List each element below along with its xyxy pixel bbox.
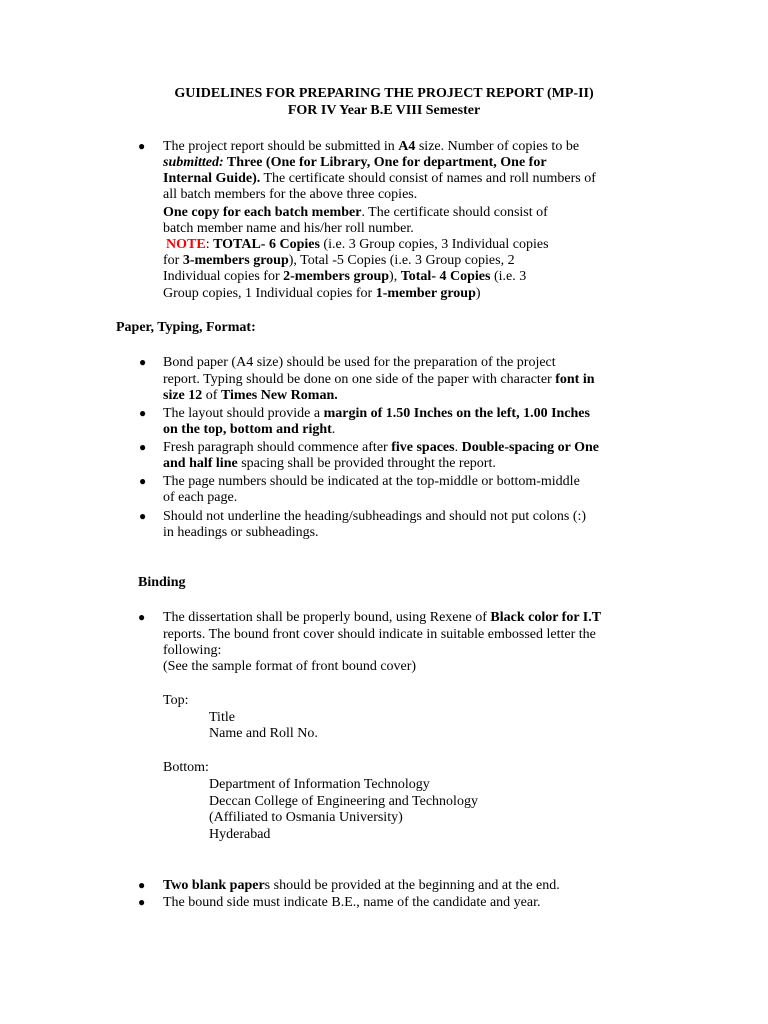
bullet-icon: ●	[139, 474, 147, 488]
submission-line: One copy for each batch member. The certificate should consist of	[163, 205, 548, 220]
submission-note-line: NOTE: TOTAL- 6 Copies (i.e. 3 Group copies, 3 Individual copies	[166, 237, 549, 252]
bullet-icon: ●	[139, 509, 147, 523]
paper-line: size 12 of Times New Roman.	[163, 388, 338, 403]
submission-line: for 3-members group), Total -5 Copies (i.e. 3 Group copies, 2	[163, 253, 515, 268]
paper-line: on the top, bottom and right.	[163, 422, 336, 437]
cover-top-item: Name and Roll No.	[209, 726, 318, 741]
paper-line: in headings or subheadings.	[163, 525, 319, 540]
bullet-icon: ●	[138, 610, 146, 624]
binding-line: The dissertation shall be properly bound, using Rexene of Black color for I.T	[163, 610, 602, 625]
cover-bottom-item: Department of Information Technology	[209, 777, 430, 792]
document-title: GUIDELINES FOR PREPARING THE PROJECT REPORT (MP-II)	[174, 86, 594, 101]
cover-top-item: Title	[209, 710, 235, 725]
bullet-icon: ●	[138, 878, 146, 892]
section-heading-binding: Binding	[138, 575, 186, 590]
paper-line: The page numbers should be indicated at the top-middle or bottom-middle	[163, 474, 580, 489]
submission-line: Individual copies for 2-members group), Total- 4 Copies (i.e. 3	[163, 269, 527, 284]
paper-line: Fresh paragraph should commence after five spaces. Double-spacing or One	[163, 440, 600, 455]
paper-line: Bond paper (A4 size) should be used for the preparation of the project	[163, 355, 556, 370]
bullet-icon: ●	[138, 895, 146, 909]
submission-line: all batch members for the above three copies.	[163, 187, 418, 202]
cover-bottom-item: (Affiliated to Osmania University)	[209, 810, 403, 825]
submission-line: submitted: Three (One for Library, One for department, One for	[163, 155, 547, 170]
bullet-icon: ●	[138, 139, 146, 153]
note-label: NOTE	[166, 237, 206, 252]
paper-line: of each page.	[163, 490, 238, 505]
paper-line: report. Typing should be done on one side of the paper with character font in	[163, 372, 595, 387]
binding-line: reports. The bound front cover should indicate in suitable embossed letter the	[163, 627, 596, 642]
section-heading-paper: Paper, Typing, Format:	[116, 320, 256, 335]
binding-line: (See the sample format of front bound cover)	[163, 659, 417, 674]
submission-line: Group copies, 1 Individual copies for 1-member group)	[163, 286, 481, 301]
bullet-icon: ●	[139, 406, 147, 420]
paper-line: and half line spacing shall be provided throught the report.	[163, 456, 496, 471]
bullet-icon: ●	[139, 440, 147, 454]
bullet-icon: ●	[139, 355, 147, 369]
cover-bottom-item: Hyderabad	[209, 827, 271, 842]
paper-line: Should not underline the heading/subheadings and should not put colons (:)	[163, 509, 587, 524]
binding-line: The bound side must indicate B.E., name of the candidate and year.	[163, 895, 541, 910]
cover-top-label: Top:	[163, 693, 189, 708]
cover-bottom-label: Bottom:	[163, 760, 209, 775]
submission-line: batch member name and his/her roll number.	[163, 221, 414, 236]
submission-line: Internal Guide). The certificate should consist of names and roll numbers of	[163, 171, 596, 186]
paper-line: The layout should provide a margin of 1.50 Inches on the left, 1.00 Inches	[163, 406, 590, 421]
document-subtitle: FOR IV Year B.E VIII Semester	[287, 103, 481, 118]
cover-bottom-item: Deccan College of Engineering and Technology	[209, 794, 478, 809]
binding-line: following:	[163, 643, 222, 658]
binding-line: Two blank papers should be provided at the beginning and at the end.	[163, 878, 560, 893]
submission-line: The project report should be submitted in A4 size. Number of copies to be	[163, 139, 580, 154]
